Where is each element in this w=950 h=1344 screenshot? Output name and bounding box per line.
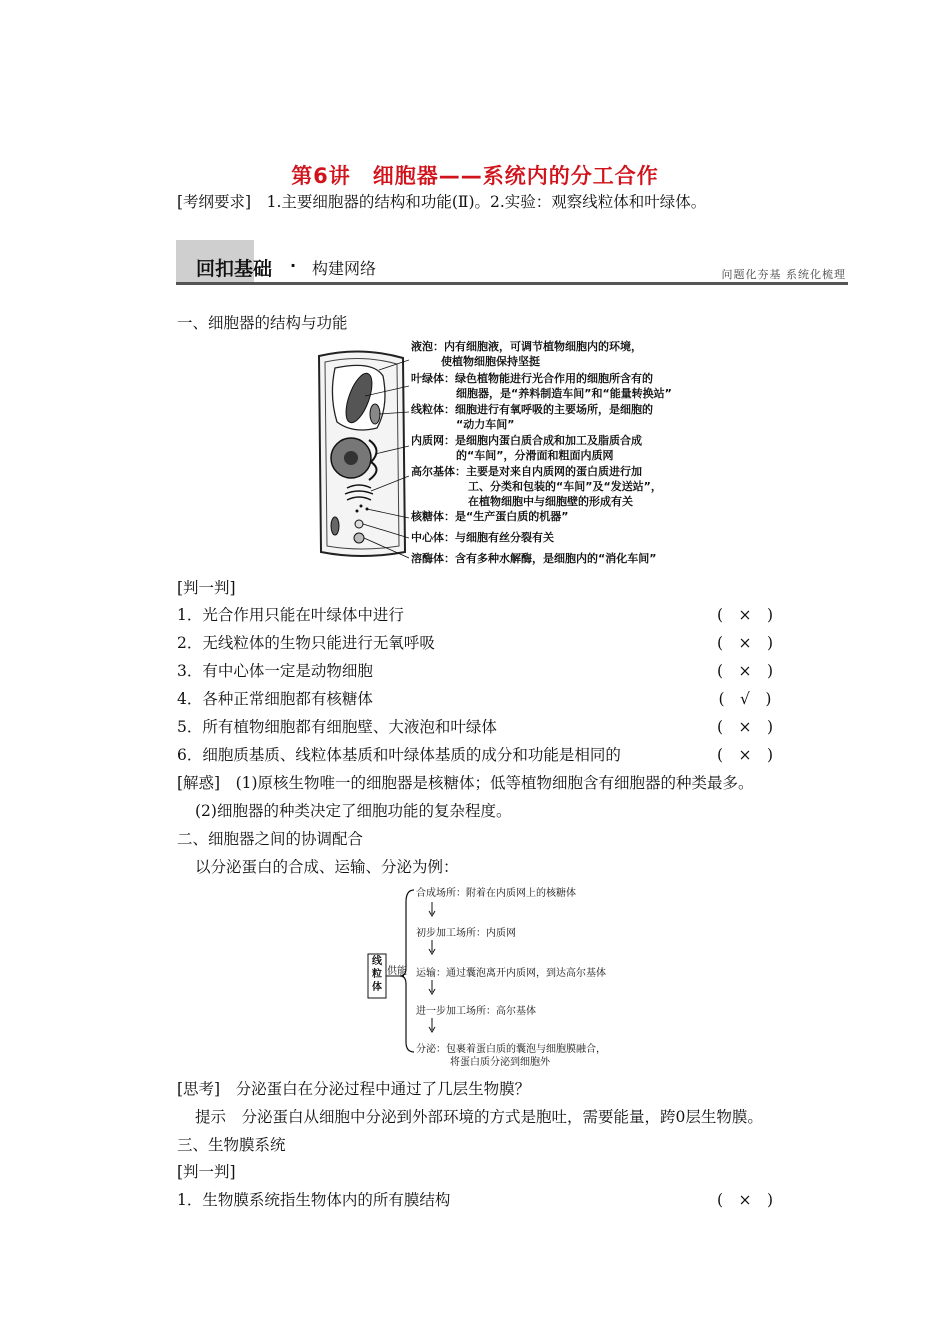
judge-item — [177, 659, 787, 681]
figure-label-chloroplast: 叶绿体：绿色植物能进行光合作用的细胞所含有的 — [411, 372, 653, 385]
figure-label-centrosome: 中心体：与细胞有丝分裂有关 — [411, 531, 554, 544]
explain-line-2: (2)细胞器的种类决定了细胞功能的复杂程度。 — [195, 802, 512, 820]
judge-item — [177, 1188, 787, 1210]
figure-label-golgi-3: 在植物细胞中与细胞壁的形成有关 — [468, 495, 633, 508]
judge-mark: ( × ) — [716, 606, 774, 624]
judge-heading-1: [判一判] — [177, 579, 236, 597]
figure-label-er-2: 的“车间”，分滑面和粗面内质网 — [456, 449, 614, 462]
judge-item — [177, 715, 787, 737]
judge-item — [177, 687, 787, 709]
flow-step-secretion-2: 将蛋白质分泌到细胞外 — [450, 1057, 550, 1068]
section-banner — [176, 240, 848, 286]
figure-label-golgi: 高尔基体：主要是对来自内质网的蛋白质进行加 — [411, 465, 642, 478]
judge-text: 2．无线粒体的生物只能进行无氧呼吸 — [177, 634, 435, 652]
figure-label-ribosome: 核糖体：是“生产蛋白质的机器” — [411, 510, 569, 523]
flow-step-secretion: 分泌：包裹着蛋白质的囊泡与细胞膜融合， — [416, 1044, 606, 1055]
judge-mark: ( × ) — [716, 746, 774, 764]
flow-step-synthesis: 合成场所：附着在内质网上的核糖体 — [416, 888, 576, 899]
judge-text: 1．生物膜系统指生物体内的所有膜结构 — [177, 1191, 451, 1209]
cell-figure — [313, 336, 683, 568]
judge-mark: ( × ) — [716, 662, 774, 680]
figure-label-er: 内质网：是细胞内蛋白质合成和加工及脂质合成 — [411, 434, 642, 447]
figure-label-golgi-2: 工、分类和包装的“车间”及“发送站”， — [468, 480, 662, 493]
exam-requirement: [考纲要求] 1.主要细胞器的结构和功能(Ⅱ)。2.实验：观察线粒体和叶绿体。 — [177, 193, 707, 211]
judge-mark: ( × ) — [716, 718, 774, 736]
section2-heading: 二、细胞器之间的协调配合 — [177, 830, 364, 848]
judge-text: 6．细胞质基质、线粒体基质和叶绿体基质的成分和功能是相同的 — [177, 746, 621, 764]
judge-text: 3．有中心体一定是动物细胞 — [177, 662, 373, 680]
judge-item — [177, 743, 787, 765]
flow-mitochondria-box: 线粒体 — [372, 956, 382, 993]
judge-text: 1．光合作用只能在叶绿体中进行 — [177, 606, 404, 624]
secretion-flow-diagram — [366, 882, 626, 1066]
judge-item — [177, 631, 787, 653]
figure-label-mitochondria-2: “动力车间” — [456, 418, 515, 431]
flow-step-transport: 运输：通过囊泡离开内质网，到达高尔基体 — [416, 968, 606, 979]
judge-mark: ( × ) — [716, 1191, 774, 1209]
plant-cell-drawing — [313, 346, 409, 566]
think-hint: 提示 分泌蛋白从细胞中分泌到外部环境的方式是胞吐，需要能量，跨0层生物膜。 — [195, 1108, 763, 1126]
banner-right-text: 问题化夯基 系统化梳理 — [721, 268, 846, 281]
explain-line-1: [解惑] (1)原核生物唯一的细胞器是核糖体；低等植物细胞含有细胞器的种类最多。 — [177, 774, 754, 792]
figure-label-mitochondria: 线粒体：细胞进行有氧呼吸的主要场所，是细胞的 — [411, 403, 653, 416]
page-title: 第6讲 细胞器——系统内的分工合作 — [291, 164, 659, 188]
banner-rule — [176, 282, 848, 285]
figure-label-chloroplast-2: 细胞器，是“养料制造车间”和“能量转换站” — [456, 387, 672, 400]
banner-title: 回扣基础 — [196, 258, 273, 280]
figure-label-lysosome: 溶酶体：含有多种水解酶，是细胞内的“消化车间” — [411, 552, 657, 565]
banner-dot: · — [290, 256, 297, 275]
section2-intro: 以分泌蛋白的合成、运输、分泌为例： — [195, 858, 459, 876]
judge-text: 4．各种正常细胞都有核糖体 — [177, 690, 373, 708]
judge-item — [177, 603, 787, 625]
judge-mark: ( √ ) — [718, 690, 772, 708]
judge-heading-3: [判一判] — [177, 1163, 236, 1181]
flow-step-initial-processing: 初步加工场所：内质网 — [416, 928, 516, 939]
section3-heading: 三、生物膜系统 — [177, 1136, 286, 1154]
flow-step-further-processing: 进一步加工场所：高尔基体 — [416, 1006, 536, 1017]
judge-mark: ( × ) — [716, 634, 774, 652]
figure-label-vacuole-2: 使植物细胞保持坚挺 — [441, 355, 540, 368]
banner-subtitle: 构建网络 — [312, 259, 377, 278]
judge-text: 5．所有植物细胞都有细胞壁、大液泡和叶绿体 — [177, 718, 497, 736]
flow-energy-label: 供能 — [387, 966, 407, 977]
think-question: [思考] 分泌蛋白在分泌过程中通过了几层生物膜？ — [177, 1080, 531, 1098]
figure-label-vacuole: 液泡：内有细胞液，可调节植物细胞内的环境， — [411, 340, 642, 353]
section1-heading: 一、细胞器的结构与功能 — [177, 314, 348, 332]
